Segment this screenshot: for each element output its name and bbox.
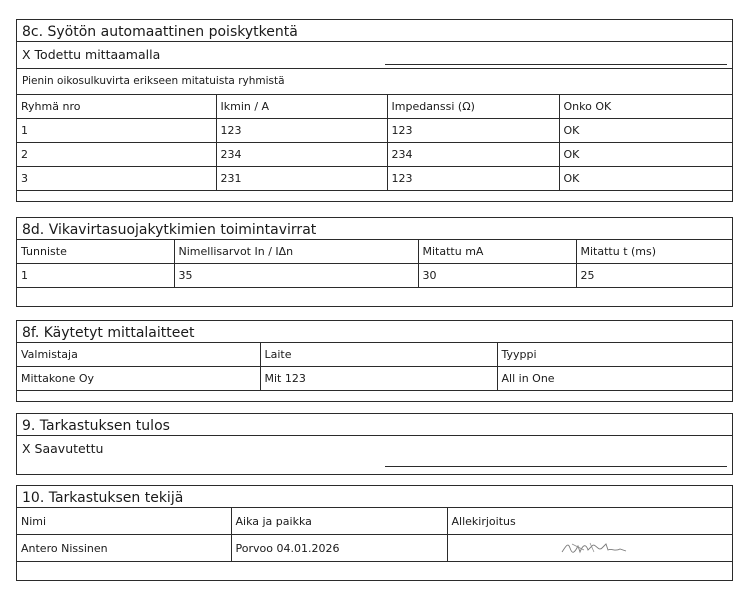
section-spacer	[17, 288, 732, 306]
section-10-title: 10. Tarkastuksen tekijä	[17, 486, 732, 508]
header-identifier: Tunniste	[17, 240, 174, 264]
cell[interactable]: 234	[387, 143, 559, 167]
short-circuit-note: Pienin oikosulkuvirta erikseen mitatuista ryhmistä	[17, 69, 732, 95]
header-impedance: Impedanssi (Ω)	[387, 95, 559, 119]
table-row	[17, 143, 732, 167]
cell[interactable]: 25	[576, 264, 732, 288]
measured-signature-line	[385, 64, 727, 65]
inspector-name[interactable]: Antero Nissinen	[17, 535, 231, 562]
header-ok: Onko OK	[559, 95, 732, 119]
section-9-title: 9. Tarkastuksen tulos	[17, 414, 732, 436]
group-table	[17, 95, 732, 191]
cell[interactable]: 234	[216, 143, 387, 167]
cell[interactable]: OK	[559, 143, 732, 167]
section-spacer	[17, 191, 732, 201]
cell[interactable]: 2	[17, 143, 216, 167]
measured-checkbox-label[interactable]: X Todettu mittaamalla	[22, 47, 161, 62]
cell[interactable]: 3	[17, 167, 216, 191]
table-row	[17, 535, 732, 562]
cell[interactable]: 30	[418, 264, 576, 288]
section-8d-title: 8d. Vikavirtasuojakytkimien toimintavirrat	[17, 218, 732, 240]
section-spacer	[17, 562, 732, 580]
cell[interactable]: 123	[387, 167, 559, 191]
table-row	[17, 264, 732, 288]
inspector-table	[17, 508, 732, 562]
cell[interactable]: 1	[17, 264, 174, 288]
cell[interactable]: 1	[17, 119, 216, 143]
section-spacer	[17, 391, 732, 401]
cell[interactable]: 123	[216, 119, 387, 143]
section-10	[16, 485, 733, 581]
result-row	[17, 436, 732, 474]
header-signature: Allekirjoitus	[447, 508, 732, 535]
section-8f	[16, 320, 733, 402]
header-measured-t: Mitattu t (ms)	[576, 240, 732, 264]
header-time-place: Aika ja paikka	[231, 508, 447, 535]
cell[interactable]: Mit 123	[260, 367, 497, 391]
section-8d	[16, 217, 733, 307]
section-8c	[16, 19, 733, 202]
cell[interactable]: OK	[559, 167, 732, 191]
header-type: Tyyppi	[497, 343, 732, 367]
header-measured-ma: Mitattu mA	[418, 240, 576, 264]
result-signature-line	[385, 466, 727, 467]
instruments-table	[17, 343, 732, 391]
cell[interactable]: All in One	[497, 367, 732, 391]
section-8c-title: 8c. Syötön automaattinen poiskytkentä	[17, 20, 732, 42]
table-row	[17, 119, 732, 143]
section-8f-title: 8f. Käytetyt mittalaitteet	[17, 321, 732, 343]
cell[interactable]: Mittakone Oy	[17, 367, 260, 391]
cell[interactable]: OK	[559, 119, 732, 143]
inspection-time-place[interactable]: Porvoo 04.01.2026	[231, 535, 447, 562]
table-header-row	[17, 343, 732, 367]
measured-row	[17, 42, 732, 69]
table-row	[17, 367, 732, 391]
header-name: Nimi	[17, 508, 231, 535]
header-device: Laite	[260, 343, 497, 367]
cell[interactable]: 231	[216, 167, 387, 191]
table-header-row	[17, 240, 732, 264]
table-header-row	[17, 95, 732, 119]
table-row	[17, 167, 732, 191]
cell[interactable]: 123	[387, 119, 559, 143]
result-checkbox-label[interactable]: X Saavutettu	[22, 441, 104, 456]
signature-image	[560, 538, 630, 558]
cell[interactable]: 35	[174, 264, 418, 288]
header-group-number: Ryhmä nro	[17, 95, 216, 119]
rcd-table	[17, 240, 732, 288]
header-ikmin: Ikmin / A	[216, 95, 387, 119]
table-header-row	[17, 508, 732, 535]
section-9	[16, 413, 733, 475]
signature-cell	[447, 535, 732, 562]
header-manufacturer: Valmistaja	[17, 343, 260, 367]
header-nominal: Nimellisarvot In / IΔn	[174, 240, 418, 264]
